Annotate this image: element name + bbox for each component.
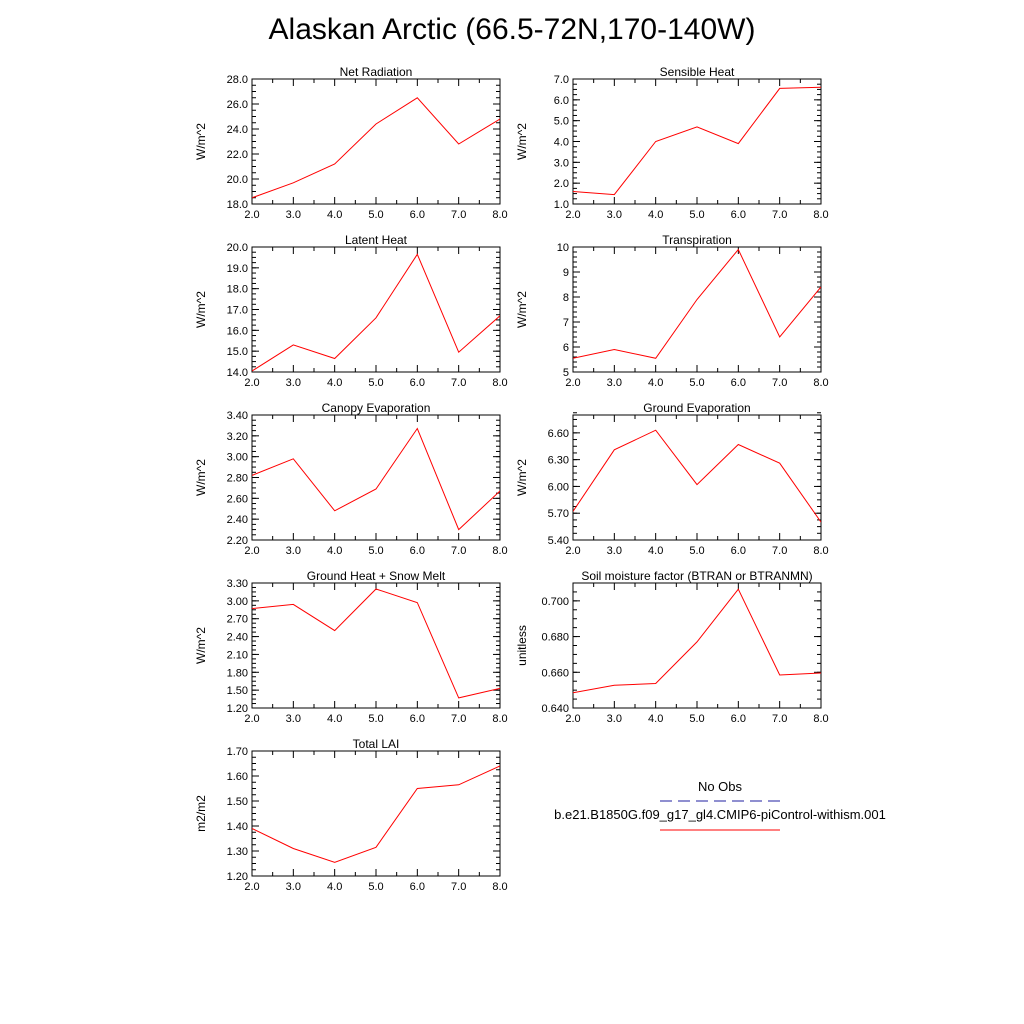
ground-heat-snow-melt-ytick-label: 1.80 — [226, 667, 248, 680]
soil-moisture-factor-btran-or-btranmn-xtick-label: 7.0 — [772, 713, 788, 725]
ground-evaporation-ytick-label: 6.00 — [547, 481, 569, 494]
sensible-heat-frame — [573, 79, 821, 204]
total-lai-series-line — [252, 766, 500, 862]
sensible-heat-ytick-label: 2.0 — [553, 178, 569, 191]
latent-heat-xtick-label: 4.0 — [327, 377, 343, 389]
ground-evaporation-xtick-label: 8.0 — [813, 545, 829, 557]
latent-heat-ytick-label: 15.0 — [226, 346, 248, 359]
ground-heat-snow-melt-xtick-label: 7.0 — [451, 713, 467, 725]
transpiration-ytick-label: 7 — [562, 317, 569, 329]
sensible-heat-xtick-label: 6.0 — [730, 209, 746, 221]
transpiration-ytick-label: 6 — [562, 342, 569, 354]
sensible-heat-xtick-label: 7.0 — [772, 209, 788, 221]
transpiration-ylabel: W/m^2 — [515, 291, 529, 328]
canopy-evaporation-ytick-label: 3.20 — [226, 430, 248, 443]
soil-moisture-factor-btran-or-btranmn-ytick-label: 0.640 — [541, 703, 569, 715]
sensible-heat-ylabel: W/m^2 — [515, 123, 529, 160]
ground-heat-snow-melt-ytick-label: 1.20 — [226, 703, 248, 715]
canopy-evaporation-panel — [194, 401, 508, 557]
ground-evaporation-xtick-label: 3.0 — [606, 545, 622, 557]
ground-evaporation-xtick-label: 6.0 — [730, 545, 746, 557]
ground-heat-snow-melt-xtick-label: 4.0 — [327, 713, 343, 725]
ground-evaporation-ylabel: W/m^2 — [515, 459, 529, 496]
net-radiation-xtick-label: 6.0 — [409, 209, 425, 221]
canopy-evaporation-xtick-label: 3.0 — [285, 545, 301, 557]
ground-evaporation-title: Ground Evaporation — [643, 401, 751, 415]
latent-heat-xtick-label: 6.0 — [409, 377, 425, 389]
canopy-evaporation-title: Canopy Evaporation — [321, 401, 431, 415]
ground-heat-snow-melt-xtick-label: 2.0 — [244, 713, 260, 725]
total-lai-ytick-label: 1.30 — [226, 846, 248, 858]
soil-moisture-factor-btran-or-btranmn-series-line — [573, 589, 821, 693]
soil-moisture-factor-btran-or-btranmn-panel — [515, 569, 829, 725]
net-radiation-xtick-label: 3.0 — [285, 209, 301, 221]
latent-heat-xtick-label: 8.0 — [492, 377, 508, 389]
canopy-evaporation-ytick-label: 2.40 — [226, 514, 248, 527]
canopy-evaporation-xtick-label: 8.0 — [492, 545, 508, 557]
ground-heat-snow-melt-ytick-label: 2.10 — [226, 649, 248, 662]
soil-moisture-factor-btran-or-btranmn-ytick-label: 0.700 — [541, 595, 569, 608]
ground-evaporation-ytick-label: 6.60 — [547, 427, 569, 440]
net-radiation-ytick-label: 28.0 — [226, 74, 248, 86]
soil-moisture-factor-btran-or-btranmn-ytick-label: 0.680 — [541, 631, 569, 644]
latent-heat-series-line — [252, 254, 500, 371]
ground-heat-snow-melt-title: Ground Heat + Snow Melt — [306, 569, 446, 583]
canopy-evaporation-xtick-label: 4.0 — [327, 545, 343, 557]
ground-heat-snow-melt-ytick-label: 2.70 — [226, 613, 248, 626]
transpiration-xtick-label: 8.0 — [813, 377, 829, 389]
latent-heat-xtick-label: 2.0 — [244, 377, 260, 389]
ground-heat-snow-melt-panel — [194, 569, 508, 725]
sensible-heat-ytick-label: 7.0 — [553, 74, 569, 86]
total-lai-xtick-label: 6.0 — [409, 881, 425, 893]
canopy-evaporation-xtick-label: 5.0 — [368, 545, 384, 557]
ground-heat-snow-melt-ytick-label: 3.00 — [226, 595, 248, 608]
canopy-evaporation-xtick-label: 6.0 — [409, 545, 425, 557]
transpiration-series-line — [573, 250, 821, 359]
canopy-evaporation-series-line — [252, 429, 500, 530]
latent-heat-xtick-label: 3.0 — [285, 377, 301, 389]
transpiration-title: Transpiration — [662, 233, 732, 247]
sensible-heat-title: Sensible Heat — [659, 65, 735, 79]
total-lai-panel — [194, 737, 508, 893]
total-lai-ytick-label: 1.50 — [226, 796, 248, 808]
latent-heat-panel — [194, 233, 508, 389]
ground-evaporation-series-line — [573, 430, 821, 522]
canopy-evaporation-xtick-label: 7.0 — [451, 545, 467, 557]
ground-evaporation-xtick-label: 5.0 — [689, 545, 705, 557]
net-radiation-xtick-label: 5.0 — [368, 209, 384, 221]
transpiration-xtick-label: 5.0 — [689, 377, 705, 389]
latent-heat-xtick-label: 7.0 — [451, 377, 467, 389]
latent-heat-ytick-label: 17.0 — [226, 304, 248, 317]
legend-obs-label: No Obs — [697, 779, 743, 794]
soil-moisture-factor-btran-or-btranmn-ylabel: unitless — [515, 625, 529, 666]
transpiration-frame — [573, 247, 821, 372]
total-lai-ytick-label: 1.70 — [226, 746, 248, 758]
total-lai-xtick-label: 5.0 — [368, 881, 384, 893]
net-radiation-ytick-label: 22.0 — [226, 149, 248, 161]
net-radiation-ylabel: W/m^2 — [194, 123, 208, 160]
sensible-heat-xtick-label: 2.0 — [565, 209, 581, 221]
soil-moisture-factor-btran-or-btranmn-xtick-label: 5.0 — [689, 713, 705, 725]
sensible-heat-ytick-label: 1.0 — [553, 199, 569, 211]
soil-moisture-factor-btran-or-btranmn-xtick-label: 6.0 — [730, 713, 746, 725]
ground-heat-snow-melt-ylabel: W/m^2 — [194, 627, 208, 664]
net-radiation-xtick-label: 2.0 — [244, 209, 260, 221]
legend-model-label: b.e21.B1850G.f09_g17_gl4.CMIP6-piControl-withism.001 — [554, 807, 886, 822]
net-radiation-xtick-label: 8.0 — [492, 209, 508, 221]
ground-heat-snow-melt-series-line — [252, 589, 500, 698]
ground-evaporation-ytick-label: 5.70 — [547, 508, 569, 521]
sensible-heat-xtick-label: 3.0 — [606, 209, 622, 221]
latent-heat-title: Latent Heat — [344, 233, 408, 247]
transpiration-xtick-label: 2.0 — [565, 377, 581, 389]
transpiration-xtick-label: 7.0 — [772, 377, 788, 389]
soil-moisture-factor-btran-or-btranmn-frame — [573, 583, 821, 708]
sensible-heat-xtick-label: 5.0 — [689, 209, 705, 221]
total-lai-ytick-label: 1.20 — [226, 871, 248, 883]
net-radiation-ytick-label: 26.0 — [226, 99, 248, 111]
total-lai-ytick-label: 1.40 — [226, 821, 248, 833]
sensible-heat-ytick-label: 6.0 — [553, 94, 569, 107]
transpiration-ytick-label: 5 — [562, 367, 569, 379]
total-lai-frame — [252, 751, 500, 876]
net-radiation-title: Net Radiation — [339, 65, 413, 79]
latent-heat-ytick-label: 19.0 — [226, 262, 248, 275]
sensible-heat-ytick-label: 4.0 — [553, 136, 569, 149]
latent-heat-ytick-label: 20.0 — [226, 242, 248, 254]
transpiration-ytick-label: 8 — [562, 292, 569, 304]
transpiration-panel — [515, 233, 829, 389]
total-lai-ylabel: m2/m2 — [194, 795, 208, 832]
ground-evaporation-ytick-label: 5.40 — [547, 535, 569, 547]
transpiration-ytick-label: 10 — [556, 242, 569, 254]
canopy-evaporation-ytick-label: 3.00 — [226, 451, 248, 464]
canopy-evaporation-frame — [252, 415, 500, 540]
soil-moisture-factor-btran-or-btranmn-xtick-label: 3.0 — [606, 713, 622, 725]
ground-heat-snow-melt-ytick-label: 3.30 — [226, 578, 248, 590]
ground-evaporation-xtick-label: 4.0 — [648, 545, 664, 557]
ground-evaporation-xtick-label: 7.0 — [772, 545, 788, 557]
total-lai-xtick-label: 8.0 — [492, 881, 508, 893]
total-lai-xtick-label: 2.0 — [244, 881, 260, 893]
total-lai-xtick-label: 7.0 — [451, 881, 467, 893]
soil-moisture-factor-btran-or-btranmn-ytick-label: 0.660 — [541, 667, 569, 680]
transpiration-xtick-label: 3.0 — [606, 377, 622, 389]
latent-heat-ytick-label: 16.0 — [226, 325, 248, 338]
total-lai-xtick-label: 4.0 — [327, 881, 343, 893]
total-lai-title: Total LAI — [352, 737, 400, 751]
net-radiation-ytick-label: 24.0 — [226, 124, 248, 136]
sensible-heat-ytick-label: 3.0 — [553, 157, 569, 170]
latent-heat-xtick-label: 5.0 — [368, 377, 384, 389]
total-lai-xtick-label: 3.0 — [285, 881, 301, 893]
sensible-heat-xtick-label: 4.0 — [648, 209, 664, 221]
ground-evaporation-frame — [573, 415, 821, 540]
net-radiation-xtick-label: 4.0 — [327, 209, 343, 221]
net-radiation-series-line — [252, 98, 500, 198]
canopy-evaporation-xtick-label: 2.0 — [244, 545, 260, 557]
canopy-evaporation-ytick-label: 3.40 — [226, 410, 248, 422]
canopy-evaporation-ylabel: W/m^2 — [194, 459, 208, 496]
total-lai-ytick-label: 1.60 — [226, 771, 248, 783]
latent-heat-ytick-label: 14.0 — [226, 367, 248, 379]
transpiration-xtick-label: 4.0 — [648, 377, 664, 389]
sensible-heat-panel — [515, 65, 829, 221]
transpiration-xtick-label: 6.0 — [730, 377, 746, 389]
soil-moisture-factor-btran-or-btranmn-xtick-label: 2.0 — [565, 713, 581, 725]
ground-evaporation-panel — [515, 401, 829, 557]
transpiration-ytick-label: 9 — [562, 267, 569, 279]
figure-title: Alaskan Arctic (66.5-72N,170-140W) — [268, 13, 756, 46]
net-radiation-ytick-label: 18.0 — [226, 199, 248, 211]
ground-heat-snow-melt-ytick-label: 2.40 — [226, 631, 248, 644]
sensible-heat-ytick-label: 5.0 — [553, 115, 569, 128]
soil-moisture-factor-btran-or-btranmn-xtick-label: 8.0 — [813, 713, 829, 725]
net-radiation-xtick-label: 7.0 — [451, 209, 467, 221]
sensible-heat-series-line — [573, 87, 821, 194]
canopy-evaporation-ytick-label: 2.20 — [226, 535, 248, 547]
ground-heat-snow-melt-frame — [252, 583, 500, 708]
soil-moisture-factor-btran-or-btranmn-title: Soil moisture factor (BTRAN or BTRANMN) — [581, 569, 813, 583]
net-radiation-ytick-label: 20.0 — [226, 174, 248, 186]
latent-heat-ylabel: W/m^2 — [194, 291, 208, 328]
sensible-heat-xtick-label: 8.0 — [813, 209, 829, 221]
soil-moisture-factor-btran-or-btranmn-xtick-label: 4.0 — [648, 713, 664, 725]
latent-heat-ytick-label: 18.0 — [226, 283, 248, 296]
ground-evaporation-xtick-label: 2.0 — [565, 545, 581, 557]
ground-heat-snow-melt-xtick-label: 6.0 — [409, 713, 425, 725]
ground-heat-snow-melt-xtick-label: 5.0 — [368, 713, 384, 725]
ground-heat-snow-melt-xtick-label: 3.0 — [285, 713, 301, 725]
ground-heat-snow-melt-ytick-label: 1.50 — [226, 685, 248, 698]
latent-heat-frame — [252, 247, 500, 372]
ground-heat-snow-melt-xtick-label: 8.0 — [492, 713, 508, 725]
canopy-evaporation-ytick-label: 2.80 — [226, 472, 248, 485]
ground-evaporation-ytick-label: 6.30 — [547, 454, 569, 467]
net-radiation-panel — [194, 65, 508, 221]
canopy-evaporation-ytick-label: 2.60 — [226, 493, 248, 506]
